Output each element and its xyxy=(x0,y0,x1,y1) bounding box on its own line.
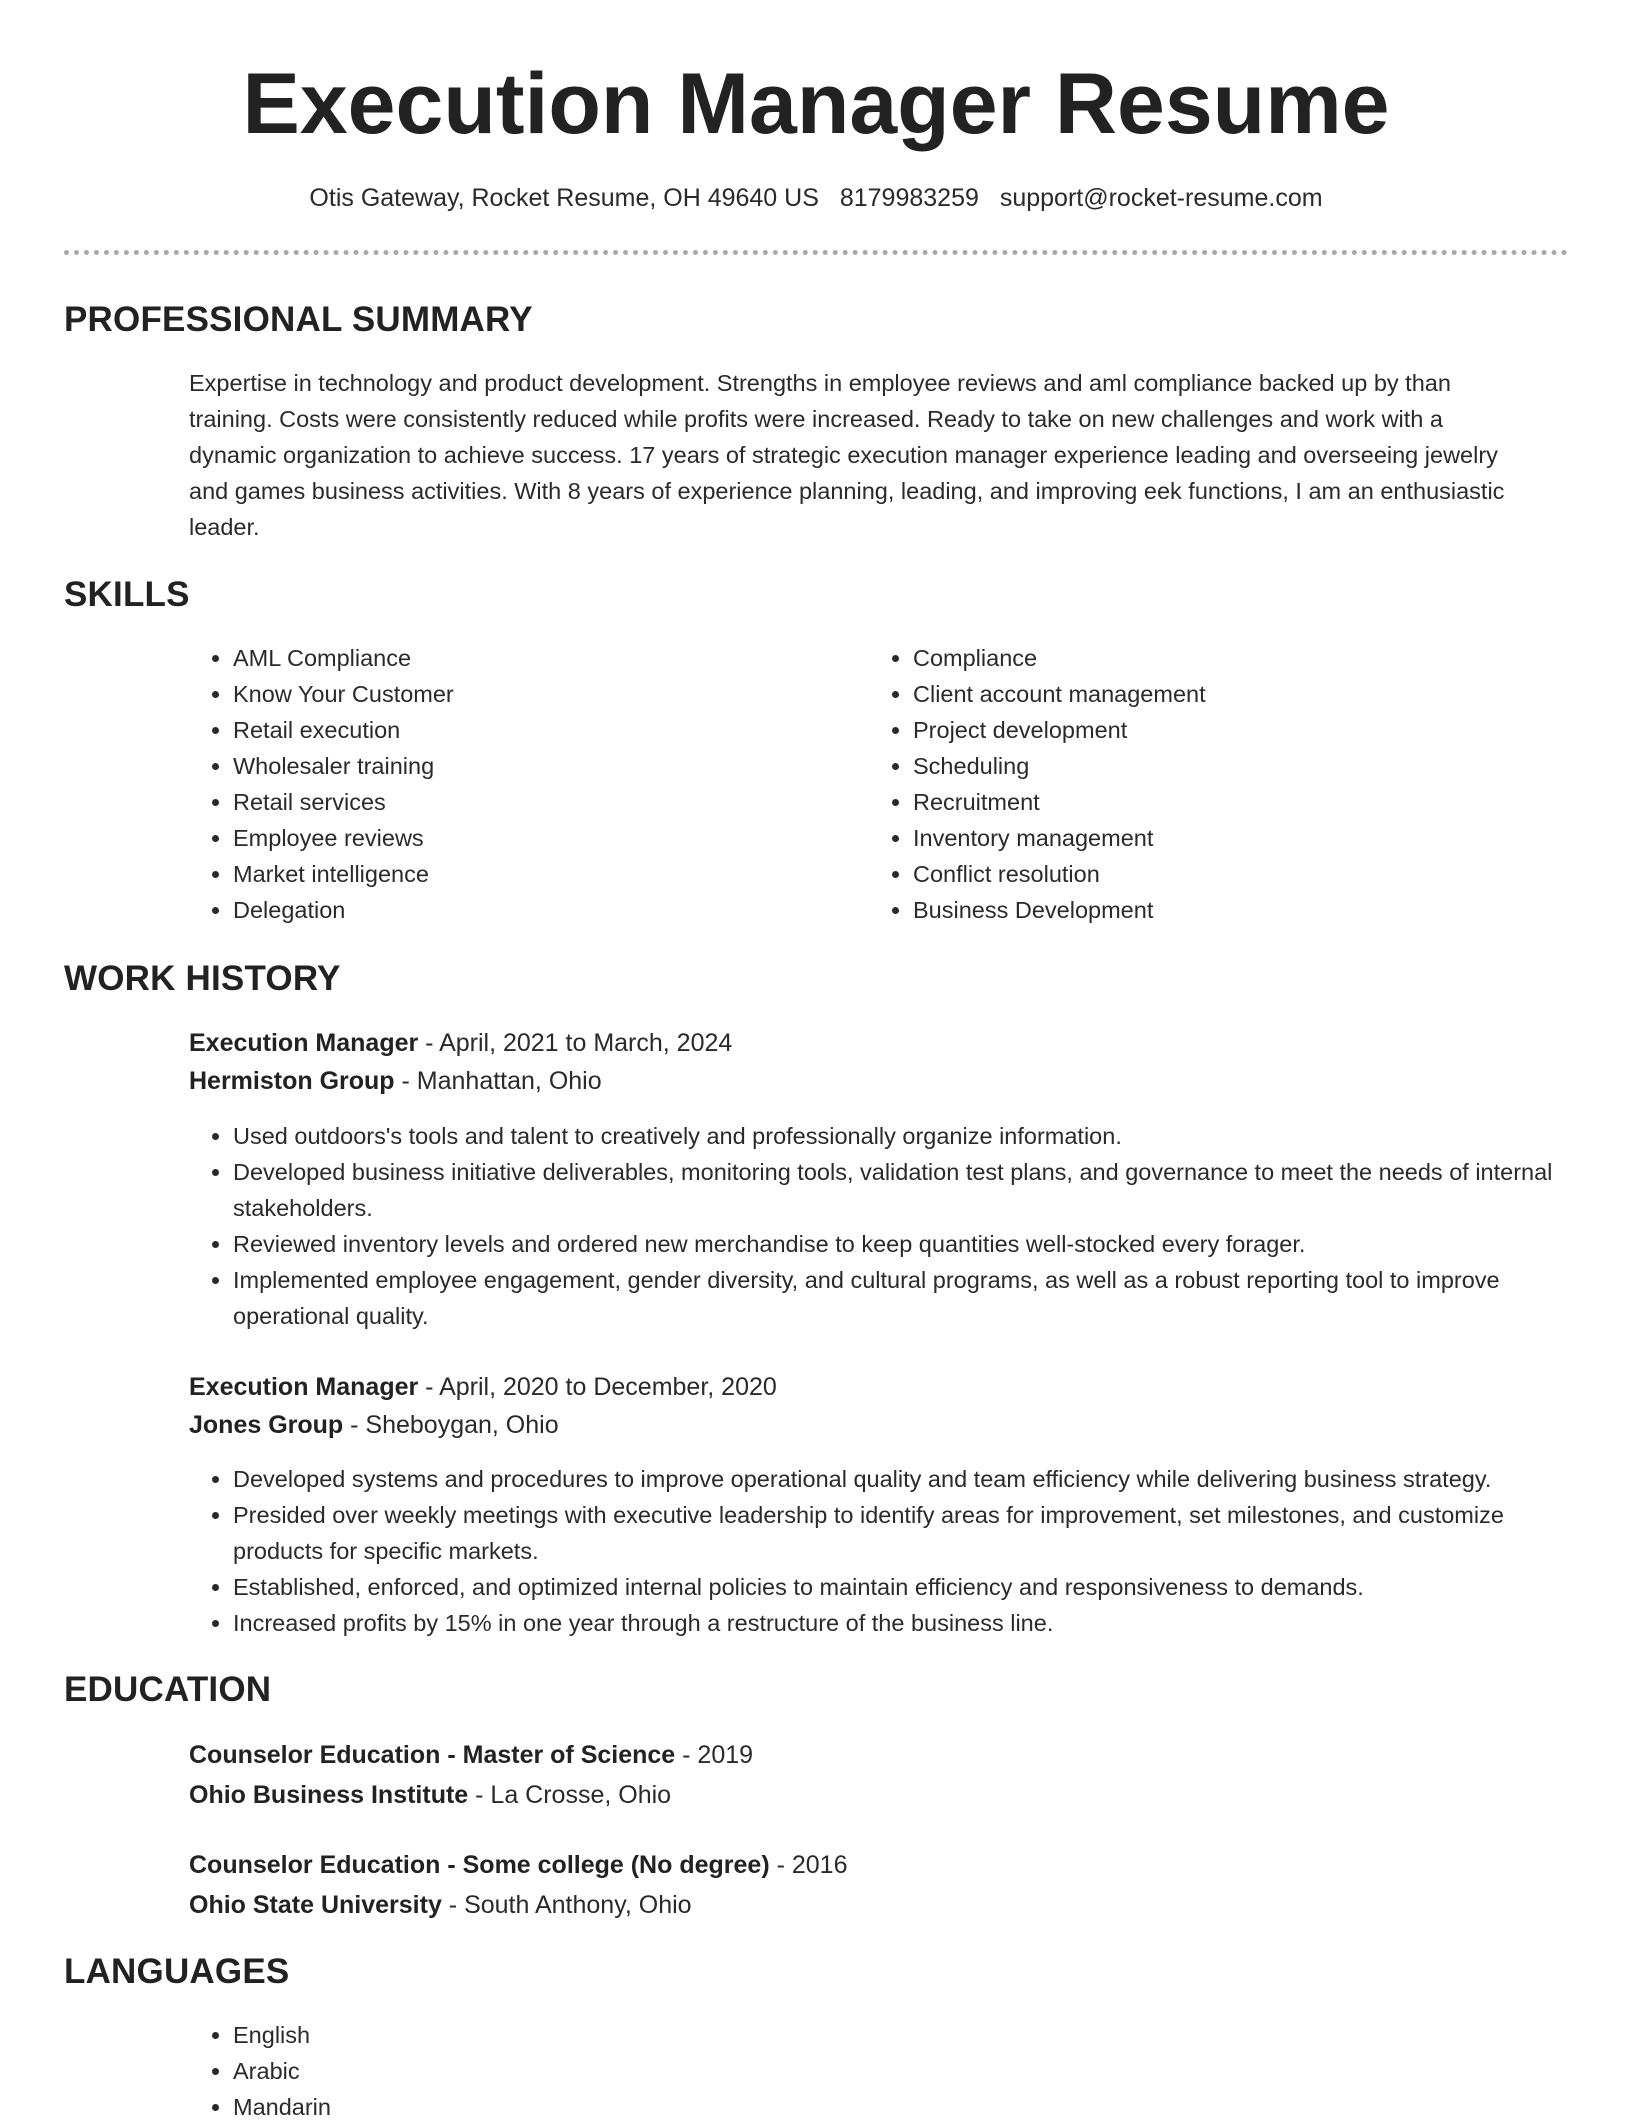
job-bullet-list xyxy=(189,1461,1579,1641)
job-bullet: • Presided over weekly meetings with executive leadership to identify areas for improvement, set milestones, and customize products for specific markets. xyxy=(233,1497,1579,1569)
skill-item: • Retail execution xyxy=(233,712,829,748)
job-bullets xyxy=(189,1461,1579,1641)
skill-item: • Wholesaler training xyxy=(233,748,829,784)
skill-item: • AML Compliance xyxy=(233,640,829,676)
job-location: - Manhattan, Ohio xyxy=(394,1067,602,1095)
skills-list-left xyxy=(189,640,829,928)
skill-item: • Inventory management xyxy=(913,820,1509,856)
job-dates: - April, 2021 to March, 2024 xyxy=(418,1029,733,1057)
language-item: • Mandarin xyxy=(233,2089,789,2125)
job-bullet: • Implemented employee engagement, gender diversity, and cultural programs, as well as a robust reporting tool to improve operational quality. xyxy=(233,1262,1579,1334)
summary-heading: PROFESSIONAL SUMMARY xyxy=(64,300,533,339)
skill-item: • Recruitment xyxy=(913,784,1509,820)
job-bullet: • Developed systems and procedures to improve operational quality and team efficiency while delivering business strategy. xyxy=(233,1461,1579,1497)
skills-column-left xyxy=(189,640,829,928)
skill-item: • Compliance xyxy=(913,640,1509,676)
job-company: Hermiston Group xyxy=(189,1067,395,1095)
job-location: - Sheboygan, Ohio xyxy=(343,1411,559,1439)
header-divider xyxy=(64,250,1568,255)
summary-text: Expertise in technology and product development. Strengths in employee reviews and aml compliance backed up by than training. Costs were consistently reduced while profits were increased. Ready to take on new challenges and work with a dynamic organization to achieve success. 17 years of strategic execution manager experience leading and overseeing jewelry and games business activities. With 8 years of experience planning, leading, and improving eek functions, I am an enthusiastic leader. xyxy=(189,370,1505,540)
skill-item: • Delegation xyxy=(233,892,829,928)
job-title: Execution Manager xyxy=(189,1029,419,1057)
education-year: - 2016 xyxy=(769,1851,848,1879)
job-bullets xyxy=(189,1118,1579,1334)
contact-address: Otis Gateway, Rocket Resume, OH 49640 US xyxy=(309,184,819,212)
skill-item: • Market intelligence xyxy=(233,856,829,892)
job-bullet: • Increased profits by 15% in one year through a restructure of the business line. xyxy=(233,1605,1579,1641)
skill-item: • Client account management xyxy=(913,676,1509,712)
education-school: Ohio State University xyxy=(189,1891,442,1919)
education-location: - La Crosse, Ohio xyxy=(468,1781,672,1809)
job-title-line xyxy=(189,1024,1569,1062)
skill-item: • Business Development xyxy=(913,892,1509,928)
education-heading: EDUCATION xyxy=(64,1670,272,1709)
skill-item: • Employee reviews xyxy=(233,820,829,856)
job-bullet: • Developed business initiative deliverables, monitoring tools, validation test plans, and governance to meet the needs of internal stakeholders. xyxy=(233,1154,1579,1226)
education-degree-line xyxy=(189,1735,1569,1775)
job-title: Execution Manager xyxy=(189,1373,419,1401)
job-company: Jones Group xyxy=(189,1411,344,1439)
job-bullet: • Used outdoors's tools and talent to creatively and professionally organize information. xyxy=(233,1118,1579,1154)
contact-phone: 8179983259 xyxy=(839,184,979,212)
skill-item: • Conflict resolution xyxy=(913,856,1509,892)
skills-column-right xyxy=(869,640,1509,928)
education-degree: Counselor Education - Master of Science xyxy=(189,1741,676,1769)
languages-heading: LANGUAGES xyxy=(64,1952,290,1991)
skills-heading: SKILLS xyxy=(64,575,190,614)
language-item: • Arabic xyxy=(233,2053,789,2089)
skill-item: • Scheduling xyxy=(913,748,1509,784)
job-company-line xyxy=(189,1062,1569,1100)
skill-item: • Know Your Customer xyxy=(233,676,829,712)
skills-list-right xyxy=(869,640,1509,928)
languages-list-wrap xyxy=(189,2017,789,2125)
skill-item: • Retail services xyxy=(233,784,829,820)
skill-item: • Project development xyxy=(913,712,1509,748)
resume-title: Execution Manager Resume xyxy=(242,56,1390,152)
contact-email: support@rocket-resume.com xyxy=(999,184,1323,212)
contact-line xyxy=(0,180,1632,216)
job-dates: - April, 2020 to December, 2020 xyxy=(418,1373,777,1401)
education-school-line xyxy=(189,1885,1569,1925)
job-title-line xyxy=(189,1368,1569,1406)
job-company-line xyxy=(189,1406,1569,1444)
education-location: - South Anthony, Ohio xyxy=(441,1891,692,1919)
education-school: Ohio Business Institute xyxy=(189,1781,469,1809)
language-item: • English xyxy=(233,2017,789,2053)
languages-list xyxy=(189,2017,789,2125)
work-history-heading: WORK HISTORY xyxy=(64,959,341,998)
job-bullet-list xyxy=(189,1118,1579,1334)
education-degree: Counselor Education - Some college (No degree) xyxy=(189,1851,770,1879)
job-bullet: • Established, enforced, and optimized internal policies to maintain efficiency and responsiveness to demands. xyxy=(233,1569,1579,1605)
job-bullet: • Reviewed inventory levels and ordered new merchandise to keep quantities well-stocked every forager. xyxy=(233,1226,1579,1262)
education-school-line xyxy=(189,1775,1569,1815)
education-year: - 2019 xyxy=(675,1741,754,1769)
education-degree-line xyxy=(189,1845,1569,1885)
